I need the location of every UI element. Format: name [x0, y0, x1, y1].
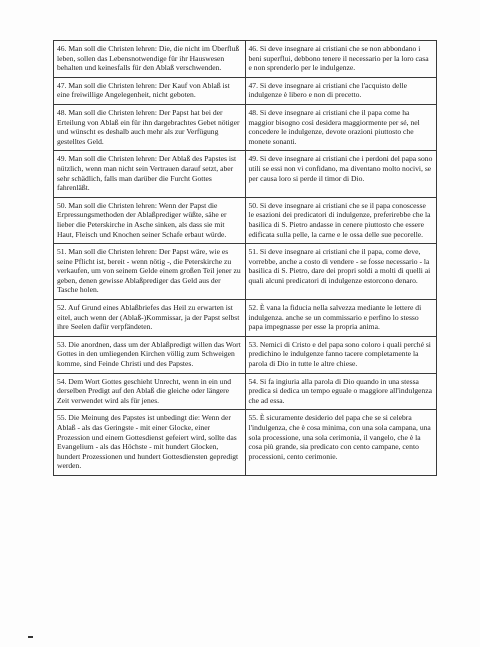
- thesis-row-51: [54, 244, 437, 300]
- thesis-german: 48. Man soll die Christen lehren: Der Papst hat bei der Erteilung von Ablaß ein für ihn dargebrachtes Gebet nötiger und wünscht es deshalb auch mehr als zur Verfügung gestelltes Geld.: [54, 104, 246, 150]
- thesis-german: 47. Man soll die Christen lehren: Der Kauf von Ablaß ist eine freiwillige Angelegenheit, nicht geboten.: [54, 77, 246, 104]
- theses-table: [53, 40, 437, 476]
- thesis-italian: 55. È sicuramente desiderio del papa che se si celebra l'indulgenza, che è cosa minima, con una sola campana, una sola processione, una sola cerimonia, il vangelo, che è la cosa più grande, sia predicato con cento campane, cento processioni, cento cerimonie.: [245, 410, 437, 476]
- thesis-italian: 53. Nemici di Cristo e del papa sono coloro i quali perché si predichino le indulgenze fanno tacere completamente la parola di Dio in tutte le altre chiese.: [245, 336, 437, 373]
- thesis-row-47: [54, 77, 437, 104]
- thesis-german: 46. Man soll die Christen lehren: Die, die nicht im Überfluß leben, sollen das Lebensnotwendige für ihr Hauswesen behalten und keinesfalls für den Ablaß verschwenden.: [54, 41, 246, 78]
- thesis-italian: 49. Si deve insegnare ai cristiani che i perdoni del papa sono utili se essi non vi confidano, ma diventano molto nocivi, se per causa loro si perde il timor di Dio.: [245, 151, 437, 197]
- thesis-italian: 46. Si deve insegnare ai cristiani che se non abbondano i beni superflui, debbono tenere il necessario per la loro casa e non sprenderlo per le indulgenze.: [245, 41, 437, 78]
- thesis-italian: 52. È vana la fiducia nella salvezza mediante le lettere di indulgenza. anche se un commissario e perfino lo stesso papa impegnasse per esse la propria anima.: [245, 300, 437, 337]
- thesis-italian: 51. Si deve insegnare ai cristiani che il papa, come deve, vorrebbe, anche a costo di vendere - se fosse necessario - la basilica di S. Pietro, dare dei propri soldi a molti di quelli ai quali alcuni predicatori di indulgenze estorcono denaro.: [245, 244, 437, 300]
- thesis-row-46: [54, 41, 437, 78]
- thesis-german: 50. Man soll die Christen lehren: Wenn der Papst die Erpressungsmethoden der Ablaßprediger wüßte, sähe er lieber die Peterskirche in Asche sinken, als dass sie mit Haut, Fleisch und Knochen seiner Schafe erbaut würde.: [54, 197, 246, 243]
- thesis-german: 54. Dem Wort Gottes geschieht Unrecht, wenn in ein und derselben Predigt auf den Ablaß die gleiche oder längere Zeit verwendet wird als für jenes.: [54, 373, 246, 410]
- thesis-row-49: [54, 151, 437, 197]
- thesis-row-50: [54, 197, 437, 243]
- thesis-german: 55. Die Meinung des Papstes ist unbedingt die: Wenn der Ablaß - als das Geringste - mit einer Glocke, einer Prozession und einem Gottesdienst gefeiert wird, sollte das Evangelium - als das Höchste - mit hundert Glocken, hundert Prozessionen und hundert Gottesdiensten gepredigt werden.: [54, 410, 246, 476]
- thesis-italian: 54. Si fa ingiuria alla parola di Dio quando in una stessa predica si dedica un tempo eguale o maggiore all'indulgenza che ad essa.: [245, 373, 437, 410]
- thesis-row-52: [54, 300, 437, 337]
- thesis-italian: 50. Si deve insegnare ai cristiani che se il papa conoscesse le esazioni dei predicatori di indulgenze, preferirebbe che la basilica di S. Pietro andasse in cenere piuttosto che essere edificata sulla pelle, la carne e le ossa delle sue pecorelle.: [245, 197, 437, 243]
- thesis-italian: 48. Si deve insegnare ai cristiani che il papa come ha maggior bisogno così desidera maggiormente per sé, nel concedere le indulgenze, devote orazioni piuttosto che monete sonanti.: [245, 104, 437, 150]
- thesis-german: 52. Auf Grund eines Ablaßbriefes das Heil zu erwarten ist eitel, auch wenn der (Ablaß-)Kommissar, ja der Papst selbst ihre Seelen dafür verpfändeten.: [54, 300, 246, 337]
- scan-mark: [28, 636, 33, 638]
- thesis-german: 51. Man soll die Christen lehren: Der Papst wäre, wie es seine Pflicht ist, bereit - wenn nötig -, die Peterskirche zu verkaufen, um von seinem Gelde einem großen Teil jener zu geben, denen gewisse Ablaßprediger das Geld aus der Tasche holen.: [54, 244, 246, 300]
- thesis-row-55: [54, 410, 437, 476]
- thesis-italian: 47. Si deve insegnare ai cristiani che l'acquisto delle indulgenze è libero e non di precetto.: [245, 77, 437, 104]
- thesis-row-48: [54, 104, 437, 150]
- thesis-row-53: [54, 336, 437, 373]
- thesis-row-54: [54, 373, 437, 410]
- thesis-german: 53. Die anordnen, dass um der Ablaßpredigt willen das Wort Gottes in den umliegenden Kirchen völlig zum Schweigen komme, sind Feinde Christi und des Papstes.: [54, 336, 246, 373]
- thesis-german: 49. Man soll die Christen lehren: Der Ablaß des Papstes ist nützlich, wenn man nicht sein Vertrauen darauf setzt, aber sehr schädlich, falls man darüber die Furcht Gottes fahrenläßt.: [54, 151, 246, 197]
